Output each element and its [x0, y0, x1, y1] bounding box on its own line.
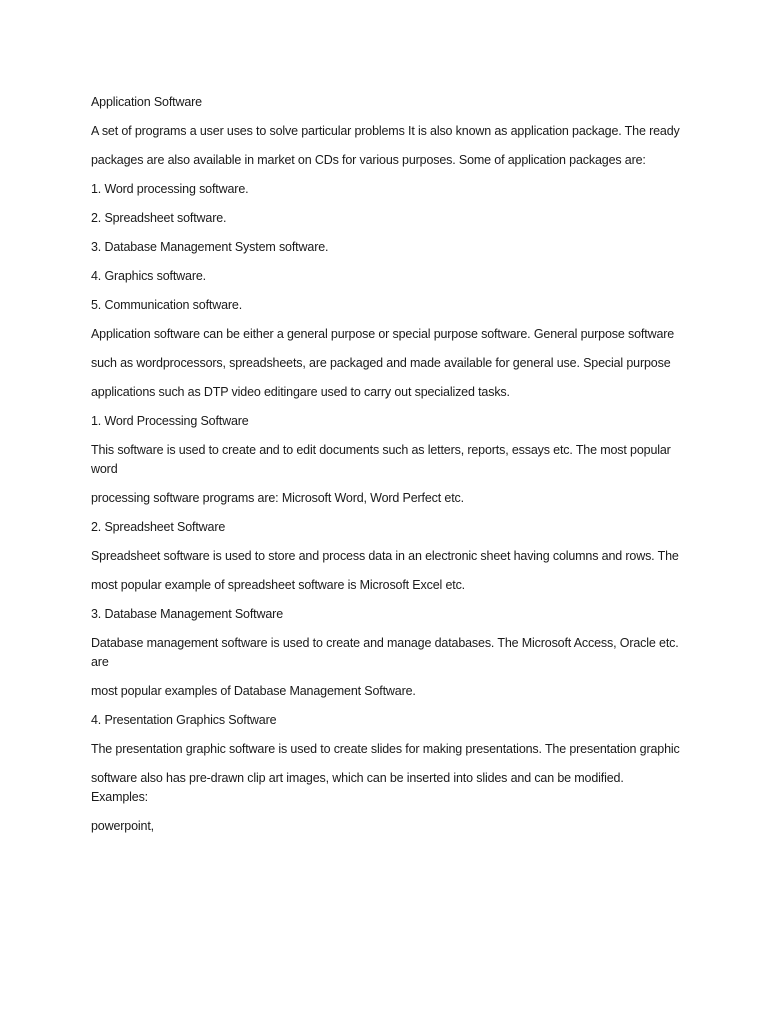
paragraph: packages are also available in market on CDs for various purposes. Some of application packages are: — [91, 153, 646, 167]
list-item: 1. Word processing software. — [91, 182, 249, 196]
list-item: 3. Database Management System software. — [91, 240, 329, 254]
section-heading: 3. Database Management Software — [91, 607, 283, 621]
paragraph: Database management software is used to create and manage databases. The Microsoft Access, Oracle etc. are — [91, 636, 679, 669]
paragraph: Application software can be either a general purpose or special purpose software. General purpose software — [91, 327, 675, 341]
paragraph: The presentation graphic software is used to create slides for making presentations. The presentation graphic — [91, 742, 680, 756]
list-item: 5. Communication software. — [91, 298, 243, 312]
document-body — [91, 93, 683, 846]
paragraph: most popular example of spreadsheet software is Microsoft Excel etc. — [91, 578, 465, 592]
paragraph: Spreadsheet software is used to store and process data in an electronic sheet having columns and rows. The — [91, 549, 679, 563]
section-heading: 4. Presentation Graphics Software — [91, 713, 277, 727]
paragraph: powerpoint, — [91, 819, 154, 833]
paragraph: software also has pre-drawn clip art images, which can be inserted into slides and can be modified. Examples: — [91, 771, 624, 804]
paragraph: processing software programs are: Microsoft Word, Word Perfect etc. — [91, 491, 464, 505]
document-title: Application Software — [91, 95, 202, 109]
paragraph: such as wordprocessors, spreadsheets, are packaged and made available for general use. Special purpose — [91, 356, 671, 370]
list-item: 4. Graphics software. — [91, 269, 206, 283]
section-heading: 1. Word Processing Software — [91, 414, 249, 428]
section-heading: 2. Spreadsheet Software — [91, 520, 226, 534]
paragraph: A set of programs a user uses to solve particular problems It is also known as application package. The ready — [91, 124, 680, 138]
paragraph: This software is used to create and to edit documents such as letters, reports, essays etc. The most popular word — [91, 443, 671, 476]
paragraph: most popular examples of Database Management Software. — [91, 684, 416, 698]
list-item: 2. Spreadsheet software. — [91, 211, 227, 225]
paragraph: applications such as DTP video editingare used to carry out specialized tasks. — [91, 385, 510, 399]
